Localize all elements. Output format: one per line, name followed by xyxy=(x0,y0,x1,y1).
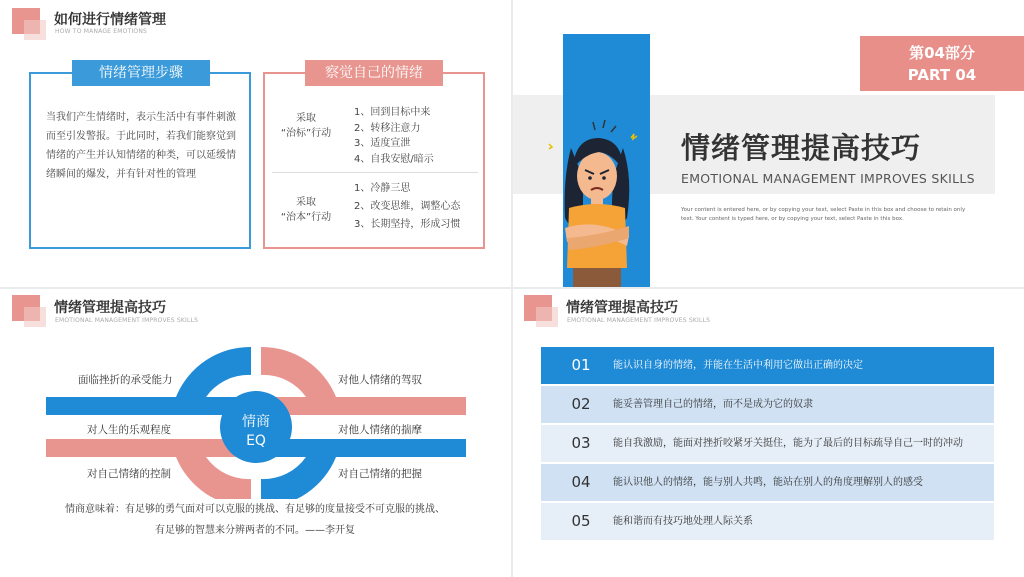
skill-text: 能和谐而有技巧地处理人际关系 xyxy=(613,516,753,527)
action-symptom-label xyxy=(272,111,340,141)
skill-text: 能认识他人的情绪，能与别人共鸣，能站在别人的角度理解别人的感受 xyxy=(613,477,923,488)
slide-how-to-manage[interactable] xyxy=(0,0,511,287)
action-root-list xyxy=(354,180,460,234)
slide-title: 如何进行情绪管理 xyxy=(54,12,166,28)
header-accent-square-light xyxy=(536,307,558,327)
skill-number: 03 xyxy=(571,434,591,452)
eq-right-item-1: 对他人情绪的驾驭 xyxy=(338,374,422,386)
steps-paragraph: 当我们产生情绪时，表示生活中有事件刺激而至引发警报。于此同时，若我们能察觉到情绪的产生并认知情绪的种类，可以延缓情绪瞬间的爆发，并有针对性的管理 xyxy=(46,112,236,180)
slide-title: 情绪管理提高技巧 xyxy=(566,300,678,316)
placeholder-text: Your content is entered here, or by copying your text, select Paste in this box and choose to retain only text. Your content is typed here, or by copying your text, select Paste in this box. xyxy=(681,207,966,222)
action-symptom-list xyxy=(354,105,434,167)
action-symptom-label-line2: “治标”行动 xyxy=(280,128,332,139)
steps-tag: 情绪管理步骤 xyxy=(72,60,210,86)
list-item: 3、适度宣泄 xyxy=(354,138,411,149)
list-item: 2、转移注意力 xyxy=(354,122,421,134)
eq-right-item-2: 对他人情绪的揣摩 xyxy=(338,424,422,436)
list-item: 1、回到目标中来 xyxy=(354,107,431,118)
slide-subtitle: HOW TO MANAGE EMOTIONS xyxy=(55,28,148,35)
eq-right-item-3: 对自己情绪的把握 xyxy=(338,468,422,480)
list-item: 1、冷静三思 xyxy=(354,183,411,194)
eq-quote-line2: 有足够的智慧来分辨两者的不同。——李开复 xyxy=(155,525,355,536)
slide-section-cover[interactable] xyxy=(513,0,1024,287)
slide-title: 情绪管理提高技巧 xyxy=(54,300,166,316)
header-accent-square-light xyxy=(24,307,46,327)
eq-left-item-3: 对自己情绪的控制 xyxy=(87,468,171,480)
skill-row-2[interactable] xyxy=(541,386,994,423)
section-number-box xyxy=(860,36,1024,91)
slide-skills-list[interactable] xyxy=(513,289,1024,577)
action-root-label xyxy=(272,195,340,225)
skill-text: 能自我激励，能面对挫折咬紧牙关挺住，能为了最后的目标疏导自己一时的冲动 xyxy=(613,438,963,449)
list-item: 2、改变思维，调整心态 xyxy=(354,201,461,212)
skill-number: 01 xyxy=(571,356,591,374)
eq-center-cn: 情商 xyxy=(242,414,270,430)
eq-left-item-1: 面临挫折的承受能力 xyxy=(78,374,173,386)
list-item: 4、自我安慰/暗示 xyxy=(354,153,434,165)
list-item: 3、长期坚持，形成习惯 xyxy=(354,219,461,230)
action-root-label-line1: 采取 xyxy=(296,197,316,208)
action-root-label-line2: “治本”行动 xyxy=(280,212,332,223)
skill-text: 能妥善管理自己的情绪，而不是成为它的奴隶 xyxy=(613,399,813,410)
skill-row-4[interactable] xyxy=(541,464,994,501)
skill-row-3[interactable] xyxy=(541,425,994,462)
eq-quote xyxy=(30,499,480,541)
eq-left-item-2: 对人生的乐观程度 xyxy=(87,424,171,436)
aware-tag: 察觉自己的情绪 xyxy=(305,60,443,86)
skill-row-5[interactable] xyxy=(541,503,994,540)
section-title: 情绪管理提高技巧 xyxy=(681,131,922,165)
eq-center-label xyxy=(226,411,286,449)
skill-text: 能认识自身的情绪，并能在生活中利用它做出正确的决定 xyxy=(613,360,863,371)
skill-number: 04 xyxy=(571,473,591,491)
skill-row-1[interactable] xyxy=(541,347,994,384)
slide-subtitle: EMOTIONAL MANAGEMENT IMPROVES SKILLS xyxy=(567,317,711,324)
header-accent-square-light xyxy=(24,20,46,40)
section-number-en: PART 04 xyxy=(907,66,977,84)
slide-eq-diagram[interactable] xyxy=(0,289,511,577)
eq-center-en: EQ xyxy=(246,433,266,449)
action-symptom-label-line1: 采取 xyxy=(296,113,316,124)
divider xyxy=(272,172,478,173)
angry-girl-illustration xyxy=(543,118,643,287)
section-title-en: EMOTIONAL MANAGEMENT IMPROVES SKILLS xyxy=(681,171,975,186)
skill-number: 05 xyxy=(571,512,591,530)
skill-number: 02 xyxy=(571,395,591,413)
eq-quote-line1: 情商意味着：有足够的勇气面对可以克服的挑战、有足够的度量接受不可克服的挑战、 xyxy=(65,504,445,515)
slide-subtitle: EMOTIONAL MANAGEMENT IMPROVES SKILLS xyxy=(55,317,199,324)
section-number-cn: 第04部分 xyxy=(909,44,975,62)
